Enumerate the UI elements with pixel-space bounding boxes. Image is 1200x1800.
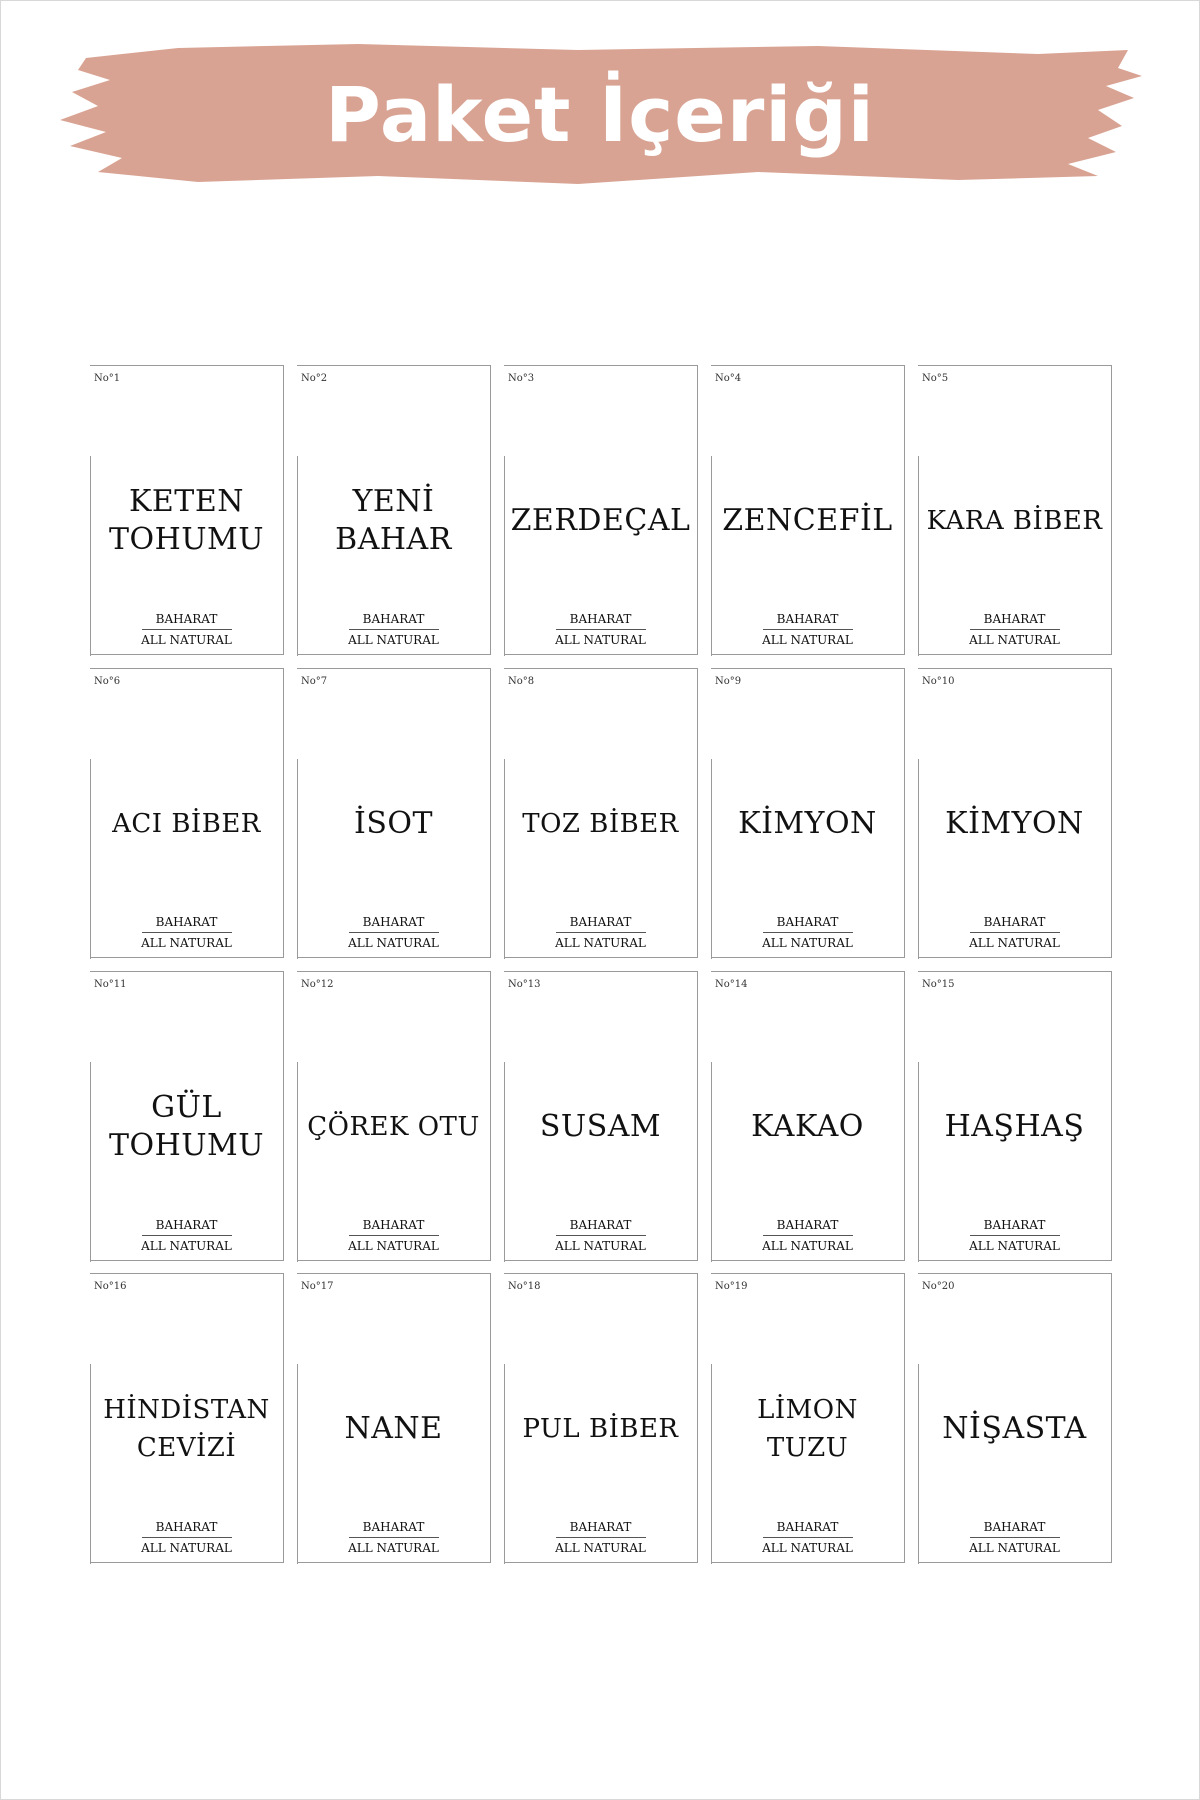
label-number: No°3: [508, 373, 535, 384]
label-edge-line: [504, 759, 505, 959]
label-number: No°2: [301, 373, 328, 384]
label-number: No°13: [508, 979, 541, 990]
label-category: BAHARAT: [569, 1218, 632, 1232]
spice-label: [297, 1273, 491, 1563]
spice-name: ZENCEFİL: [722, 503, 893, 538]
label-divider: [349, 1235, 439, 1236]
spice-name: İSOT: [353, 806, 433, 841]
spice-name: NİŞASTA: [942, 1411, 1087, 1446]
label-divider: [556, 629, 646, 630]
spice-label: [297, 365, 491, 655]
label-edge-line: [918, 1062, 919, 1262]
page-title: Paket İçeriği: [325, 70, 875, 159]
label-tagline: ALL NATURAL: [555, 1239, 646, 1253]
label-edge-line: [297, 1364, 298, 1564]
label-number: No°8: [508, 676, 535, 687]
spice-name: TOZ BİBER: [522, 809, 679, 839]
label-number: No°5: [922, 373, 949, 384]
label-divider: [142, 1537, 232, 1538]
label-edge-line: [918, 1364, 919, 1564]
label-tagline: ALL NATURAL: [969, 1541, 1060, 1555]
label-number: No°7: [301, 676, 328, 687]
label-divider: [349, 932, 439, 933]
spice-name: HAŞHAŞ: [944, 1109, 1085, 1144]
spice-name: ZERDEÇAL: [510, 503, 691, 538]
label-edge-line: [90, 1364, 91, 1564]
spice-name: NANE: [344, 1411, 443, 1446]
label-tagline: ALL NATURAL: [141, 936, 232, 950]
label-edge-line: [504, 1364, 505, 1564]
spice-name: LİMON TUZU: [757, 1395, 858, 1463]
label-category: BAHARAT: [155, 1520, 218, 1534]
label-divider: [349, 1537, 439, 1538]
label-tagline: ALL NATURAL: [762, 936, 853, 950]
label-edge-line: [504, 456, 505, 656]
spice-label: [504, 365, 698, 655]
spice-label: [504, 1273, 698, 1563]
label-category: BAHARAT: [362, 1520, 425, 1534]
label-edge-line: [90, 759, 91, 959]
label-divider: [970, 1537, 1060, 1538]
label-tagline: ALL NATURAL: [555, 936, 646, 950]
label-edge-line: [918, 759, 919, 959]
label-divider: [763, 629, 853, 630]
label-category: BAHARAT: [776, 612, 839, 626]
label-tagline: ALL NATURAL: [348, 1239, 439, 1253]
label-number: No°20: [922, 1281, 955, 1292]
spice-name: HİNDİSTAN CEVİZİ: [103, 1395, 270, 1463]
label-category: BAHARAT: [569, 612, 632, 626]
label-category: BAHARAT: [569, 915, 632, 929]
label-edge-line: [297, 1062, 298, 1262]
label-category: BAHARAT: [983, 1520, 1046, 1534]
label-tagline: ALL NATURAL: [762, 633, 853, 647]
label-divider: [763, 932, 853, 933]
label-category: BAHARAT: [776, 915, 839, 929]
spice-name: ÇÖREK OTU: [307, 1112, 480, 1142]
label-tagline: ALL NATURAL: [348, 633, 439, 647]
label-tagline: ALL NATURAL: [141, 633, 232, 647]
spice-name: KİMYON: [738, 806, 877, 841]
label-divider: [970, 932, 1060, 933]
title-banner: [58, 40, 1142, 190]
spice-label: [90, 365, 284, 655]
label-divider: [763, 1235, 853, 1236]
label-number: No°10: [922, 676, 955, 687]
spice-name: PUL BİBER: [522, 1414, 679, 1444]
spice-label: [90, 668, 284, 958]
spice-label: [711, 1273, 905, 1563]
label-divider: [556, 932, 646, 933]
label-divider: [970, 1235, 1060, 1236]
label-tagline: ALL NATURAL: [969, 1239, 1060, 1253]
label-number: No°9: [715, 676, 742, 687]
label-tagline: ALL NATURAL: [555, 1541, 646, 1555]
label-edge-line: [711, 456, 712, 656]
label-category: BAHARAT: [983, 915, 1046, 929]
label-divider: [556, 1537, 646, 1538]
label-divider: [142, 629, 232, 630]
spice-name: KİMYON: [945, 806, 1084, 841]
spice-label: [297, 668, 491, 958]
label-number: No°17: [301, 1281, 334, 1292]
label-category: BAHARAT: [362, 612, 425, 626]
label-tagline: ALL NATURAL: [969, 633, 1060, 647]
spice-label: [297, 971, 491, 1261]
label-edge-line: [711, 1062, 712, 1262]
spice-name: ACI BİBER: [112, 809, 261, 839]
label-category: BAHARAT: [155, 915, 218, 929]
spice-label: [918, 365, 1112, 655]
spice-name: KARA BİBER: [926, 506, 1103, 536]
label-tagline: ALL NATURAL: [555, 633, 646, 647]
label-number: No°4: [715, 373, 742, 384]
spice-label: [918, 668, 1112, 958]
label-category: BAHARAT: [155, 612, 218, 626]
label-edge-line: [90, 456, 91, 656]
label-category: BAHARAT: [983, 612, 1046, 626]
label-edge-line: [711, 1364, 712, 1564]
label-tagline: ALL NATURAL: [762, 1239, 853, 1253]
label-edge-line: [297, 759, 298, 959]
label-number: No°14: [715, 979, 748, 990]
spice-label: [504, 668, 698, 958]
label-category: BAHARAT: [362, 915, 425, 929]
spice-name: SUSAM: [539, 1109, 662, 1144]
label-divider: [142, 1235, 232, 1236]
spice-label: [504, 971, 698, 1261]
spice-label: [90, 971, 284, 1261]
label-divider: [142, 932, 232, 933]
label-number: No°18: [508, 1281, 541, 1292]
label-number: No°19: [715, 1281, 748, 1292]
spice-name: GÜL TOHUMU: [108, 1090, 265, 1163]
label-number: No°12: [301, 979, 334, 990]
label-tagline: ALL NATURAL: [969, 936, 1060, 950]
spice-name: YENİ BAHAR: [335, 484, 452, 557]
spice-label: [918, 971, 1112, 1261]
label-category: BAHARAT: [155, 1218, 218, 1232]
spice-label: [90, 1273, 284, 1563]
spice-name: KAKAO: [751, 1109, 864, 1144]
spice-label: [918, 1273, 1112, 1563]
label-divider: [556, 1235, 646, 1236]
label-number: No°15: [922, 979, 955, 990]
label-divider: [970, 629, 1060, 630]
label-edge-line: [297, 456, 298, 656]
label-grid: [90, 365, 1110, 1565]
label-category: BAHARAT: [569, 1520, 632, 1534]
label-category: BAHARAT: [776, 1218, 839, 1232]
label-category: BAHARAT: [776, 1520, 839, 1534]
label-edge-line: [90, 1062, 91, 1262]
label-category: BAHARAT: [362, 1218, 425, 1232]
label-edge-line: [918, 456, 919, 656]
label-number: No°11: [94, 979, 127, 990]
spice-label: [711, 365, 905, 655]
spice-label: [711, 668, 905, 958]
label-number: No°1: [94, 373, 121, 384]
label-tagline: ALL NATURAL: [348, 1541, 439, 1555]
spice-label: [711, 971, 905, 1261]
label-divider: [349, 629, 439, 630]
label-divider: [763, 1537, 853, 1538]
label-tagline: ALL NATURAL: [762, 1541, 853, 1555]
label-edge-line: [711, 759, 712, 959]
label-tagline: ALL NATURAL: [141, 1541, 232, 1555]
label-tagline: ALL NATURAL: [348, 936, 439, 950]
label-number: No°16: [94, 1281, 127, 1292]
label-number: No°6: [94, 676, 121, 687]
spice-name: KETEN TOHUMU: [108, 484, 265, 557]
label-category: BAHARAT: [983, 1218, 1046, 1232]
label-edge-line: [504, 1062, 505, 1262]
label-tagline: ALL NATURAL: [141, 1239, 232, 1253]
